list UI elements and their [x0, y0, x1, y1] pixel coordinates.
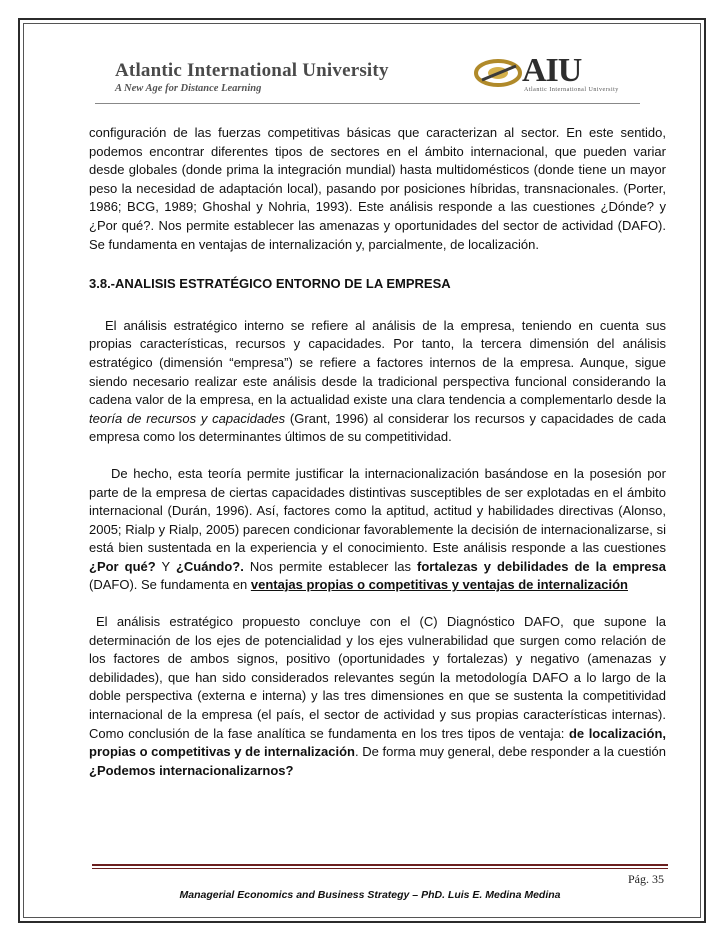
- paragraph-3-text-a: De hecho, esta teoría permite justificar la internacionalización basándose en la posesión por parte de la empresa de ciertas capacidades distintivas susceptibles de ser explotadas en el ámbito internacional (Durán, 1996). Así, factores como la aptitud, actitud y habilidades directivas (Alonso, 2005; Rialp y Rialp, 2005) parecen condicionar favorablemente la decisión de internacionalizarse, si está bien sustentada en la experiencia y el conocimiento. Este análisis responde a las cuestiones: [89, 465, 666, 556]
- paragraph-2-emphasis: teoría de recursos y capacidades: [89, 410, 286, 426]
- university-logo-text: [115, 60, 389, 94]
- paragraph-3-bold-cuando: ¿Cuándo?.: [175, 558, 244, 574]
- paragraph-3-text-d: Nos permite establecer las: [243, 558, 417, 574]
- paragraph-4-text-c: . De forma muy general, debe responder a la cuestión: [355, 744, 666, 760]
- paragraph-4-bold-pregunta: ¿Podemos internacionalizarnos?: [89, 762, 294, 778]
- university-tagline: A New Age for Distance Learning: [115, 83, 262, 94]
- paragraph-4-text-a: El análisis estratégico propuesto concluye con el (C) Diagnóstico DAFO, que supone la determinación de los ejes de potencialidad y los ejes vulnerabilidad que surgen como relación de los factores de ambos signos, positivo (oportunidades y fortalezas) y negativo (amenazas y debilidades), que han sido considerados relevantes según la metodología DAFO a lo largo de la doble perspectiva (externa e interna) y las tres dimensiones en que se sustenta la competitividad internacional de la empresa (el país, el sector de actividad y sus propias características internas). Como conclusión de la fase analítica se fundamenta en los tres tipos de ventaja:: [89, 614, 666, 741]
- header-divider: [95, 103, 640, 104]
- university-name: Atlantic International University: [115, 60, 389, 81]
- paragraph-4: [89, 613, 666, 780]
- footer-divider-thin: [92, 868, 668, 869]
- footer-title: Managerial Economics and Business Strategy – PhD. Luis E. Medina Medina: [179, 889, 561, 901]
- paragraph-2: [89, 317, 666, 447]
- paragraph-1: configuración de las fuerzas competitivas básicas que caracterizan al sector. En este sentido, podemos encontrar diferentes tipos de sectores en el ámbito internacional, que pueden variar desde globales (donde prima la integración mundial) hasta multidomésticos (donde tiene un mayor peso la necesidad de adaptación local), pasando por posiciones híbridas, transnacionales. (Porter, 1986; BCG, 1989; Ghoshal y Nohria, 1993). Este análisis responde a las cuestiones ¿Dónde? y ¿Por qué?. Nos permite establecer las amenazas y oportunidades del sector de actividad (DAFO). Se fundamenta en ventajas de internalización y, parcialmente, de localización.: [89, 125, 666, 252]
- paragraph-3-bold-fortalezas: fortalezas y debilidades de la empresa: [416, 558, 666, 574]
- paragraph-3-text-c: Y: [155, 558, 176, 574]
- section-heading: 3.8.-ANALISIS ESTRATÉGICO ENTORNO DE LA EMPRESA: [89, 276, 451, 292]
- paragraph-2-text-a: El análisis estratégico interno se refiere al análisis de la empresa, teniendo en cuenta sus propias características, recursos y capacidades. Por tanto, la tercera dimensión del análisis estratégico (dimensión “empresa”) se refiere a factores internos de la empresa. Aunque, sigue siendo necesario realizar este análisis desde la tradicional perspectiva funcional considerando la cadena valor de la empresa, en la actualidad existe una clara tendencia a complementarlo desde la: [89, 317, 666, 408]
- paragraph-3-bold-por-que: ¿Por qué?: [89, 558, 156, 574]
- paragraph-4-bold-ventajas: de localización, propias o competitivas y de internalización: [89, 725, 666, 760]
- document-body: [89, 124, 666, 780]
- aiu-logo-text: AIU: [522, 52, 582, 89]
- paragraph-2-text-b: (Grant, 1996) al considerar los recursos y capacidades de cada empresa como los determinantes últimos de su competitividad.: [89, 410, 666, 445]
- paragraph-3-text-e: (DAFO). Se fundamenta en: [89, 577, 251, 593]
- page-number: Pág. 35: [628, 872, 664, 886]
- paragraph-3-bold-ventajas: ventajas propias o competitivas y ventajas de internalización: [250, 577, 628, 593]
- aiu-logo: [472, 52, 622, 98]
- aiu-logo-subtext: Atlantic International University: [524, 87, 619, 93]
- page-header: [95, 52, 640, 100]
- footer-divider: [92, 864, 668, 866]
- paragraph-3: [89, 465, 666, 595]
